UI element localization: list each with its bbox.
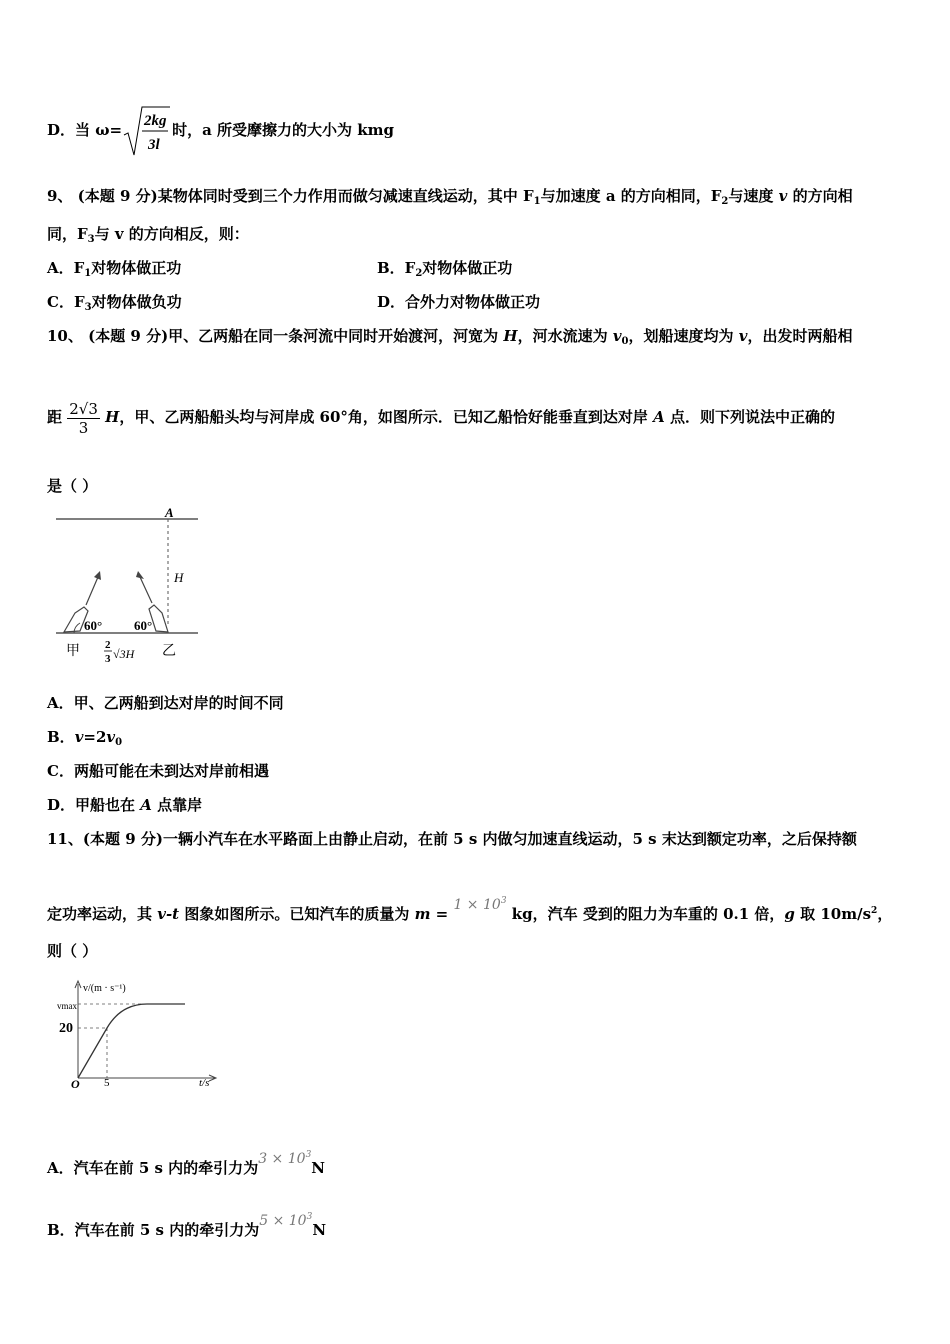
tick-20: 20 (59, 1021, 73, 1036)
q10-option-a: A．甲、乙两船到达对岸的时间不同 (47, 694, 284, 712)
force-a-value: $3 \times 10^3$ (258, 1150, 312, 1167)
origin-label: O (71, 1077, 80, 1091)
q10-stem-line2: 距 $\frac{2√3}{3}$ H，甲、乙两船船头均与河岸成 60°角，如图所示．已知乙船恰好能垂直到达对岸 A 点．则下列说法中正确的 (47, 399, 836, 437)
y-axis-label: v/(m · s⁻¹) (83, 983, 126, 994)
q11-stem-line2: 定功率运动，其 v-t 图象如图所示。已知汽车的质量为 $m = 1 \times 10^3$ kg，汽车 受到的阻力为车重的 0.1 倍，g 取 $10m/s^2$， (47, 896, 893, 923)
q10-option-c: C．两船可能在未到达对岸前相遇 (47, 762, 269, 780)
q9-option-d: D．合外力对物体做正功 (377, 293, 541, 311)
q9-option-a: A．$F_1$对物体做正功 (47, 259, 182, 279)
sqrt-symbol (122, 103, 172, 159)
vt-graph (55, 978, 225, 1093)
label-jia: 甲 (66, 644, 80, 659)
q9-stem-line1: 9、 (本题 9 分)某物体同时受到三个力作用而做匀减速直线运动，其中 $F_1$与加速度 a 的方向相同，$F_2$与速度 v 的方向相 (47, 187, 853, 207)
label-a: A (165, 505, 174, 520)
vmax-label: vmax (57, 1001, 77, 1011)
q11-stem-line3: 则（ ） (47, 942, 98, 960)
q9-option-c: C．$F_3$对物体做负功 (47, 293, 182, 313)
q10-stem-line3: 是（ ） (47, 477, 98, 495)
tick-5: 5 (104, 1077, 110, 1089)
river-crossing-figure (50, 505, 202, 670)
label-h: H (174, 570, 184, 585)
q9-option-b: B．$F_2$对物体做正功 (377, 259, 513, 279)
q11-option-a: A．汽车在前 5 s 内的牵引力为$3 \times 10^3N$ (47, 1150, 326, 1177)
mass-value: $1 \times 10^3$ (453, 896, 507, 913)
q8-option-d: D．当 ω= 2kg 3l 时，a 所受摩擦力的大小为 kmg (47, 100, 394, 160)
x-axis-label: t/s (199, 1077, 210, 1089)
dist-num: 2 (105, 639, 111, 651)
fraction: $\frac{2√3}{3}$ (69, 399, 98, 437)
q9-stem-line2: 同，$F_3$与 v 的方向相反，则： (47, 225, 249, 245)
q10-option-b: B．$v=2v_0$ (47, 728, 123, 748)
sqrt-denominator: 3l (148, 137, 160, 153)
q10-stem-line1: 10、 (本题 9 分)甲、乙两船在同一条河流中同时开始渡河，河宽为 H，河水流速为 $v_0$，划船速度均为 v，出发时两船相 (47, 327, 853, 347)
angle-jia: 60° (84, 618, 103, 633)
q10-option-d: D．甲船也在 A 点靠岸 (47, 796, 203, 814)
label-yi: 乙 (162, 644, 176, 659)
q11-stem-line1: 11、(本题 9 分)一辆小汽车在水平路面上由静止启动，在前 5 s 内做匀加速直线运动，5 s 末达到额定功率，之后保持额 (47, 830, 857, 848)
dist-den: 3 (105, 653, 111, 665)
angle-yi: 60° (134, 618, 153, 633)
sqrt-numerator: 2kg (144, 113, 167, 129)
force-b-value: $5 \times 10^3$ (259, 1212, 313, 1229)
q11-option-b: B．汽车在前 5 s 内的牵引力为$5 \times 10^3N$ (47, 1212, 327, 1239)
dist-rest: √3H (113, 647, 135, 661)
vt-curve (78, 1004, 185, 1078)
